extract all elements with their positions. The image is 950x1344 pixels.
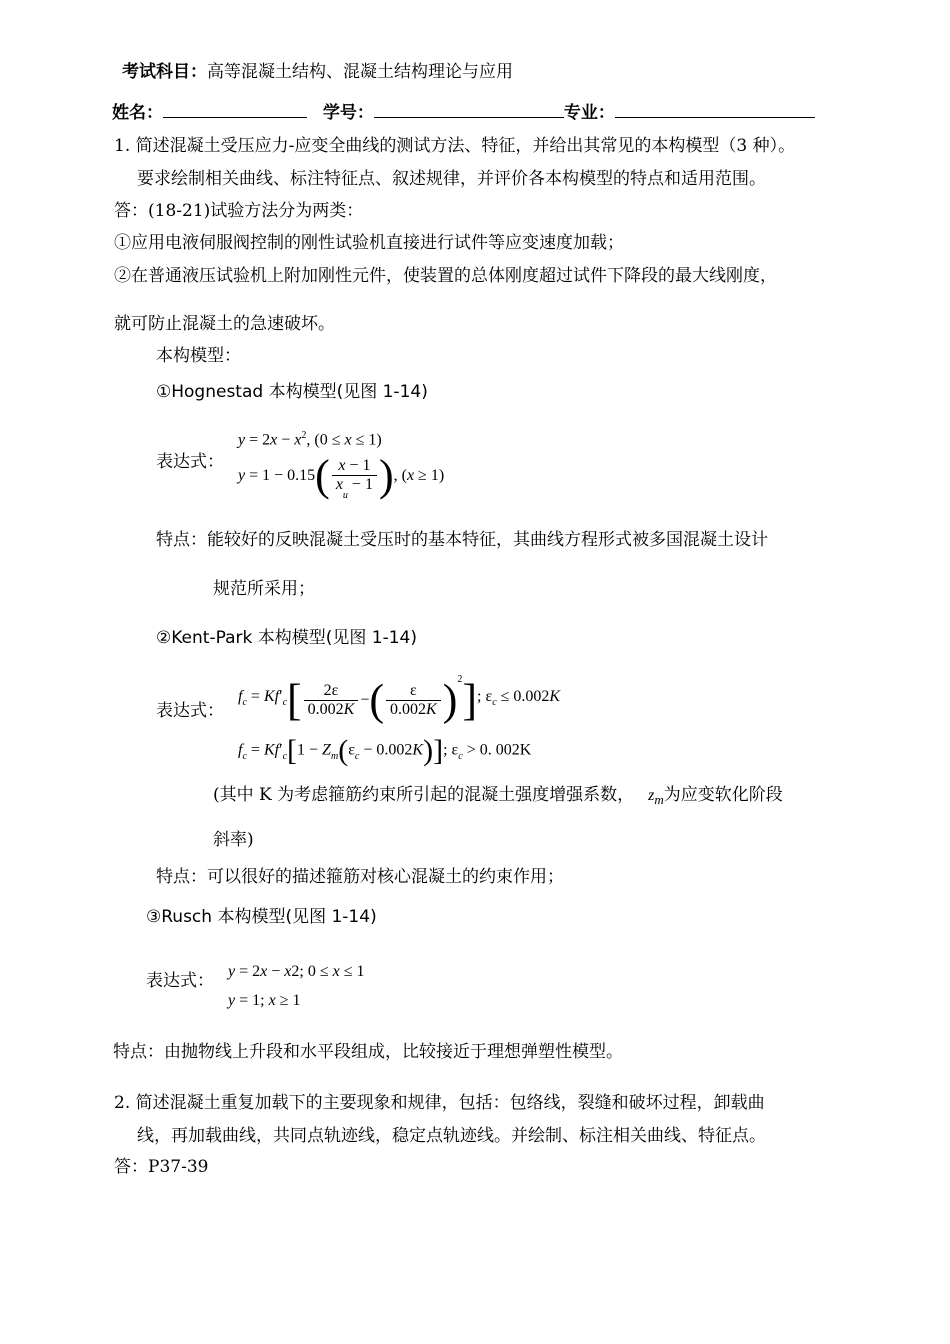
student-info-row [112,99,815,123]
model1-eq2: y = 1 − 0.15( $\frac{x - 1}{x_u - 1}$ ), (x ≥ 1) [238,451,445,501]
model3-title: ③Rusch 本构模型(见图 1-14) [146,907,377,927]
exam-subject [122,62,513,82]
student-id-label: 学号： [322,103,374,123]
q1-method1: ①应用电液伺服阀控制的刚性试验机直接进行试件等应变速度加载； [114,233,624,253]
q1-answer-intro: 答：(18-21)试验方法分为两类： [114,201,364,221]
model3-expr-label: 表达式： [146,971,214,991]
subject-value: 高等混凝土结构、混凝土结构理论与应用 [207,62,513,82]
q2-line2: 线，再加载曲线，共同点轨迹线，稳定点轨迹线。并绘制、标注相关曲线、特征点。 [137,1126,766,1146]
model1-feature-b: 规范所采用； [213,579,315,599]
q1-method2-a: ②在普通液压试验机上附加刚性元件，使装置的总体刚度超过试件下降段的最大线刚度， [114,266,777,286]
model2-note-a: (其中 K 为考虑箍筋约束所引起的混凝土强度增强系数， $z_m$为应变软化阶段 [213,785,783,808]
q1-line2: 要求绘制相关曲线、标注特征点、叙述规律，并评价各本构模型的特点和适用范围。 [137,169,766,189]
model1-expr-label: 表达式： [156,452,224,472]
name-label: 姓名： [112,103,163,123]
subject-label: 考试科目： [122,62,207,82]
model1-title: ①Hognestad 本构模型(见图 1-14) [156,382,428,402]
model1-feature-a: 特点：能较好的反映混凝土受压时的基本特征，其曲线方程形式被多国混凝土设计 [156,530,768,550]
student-id-field[interactable] [374,99,564,118]
q2-answer: 答：P37-39 [114,1157,209,1177]
model2-title: ②Kent-Park 本构模型(见图 1-14) [156,628,417,648]
name-field[interactable] [163,99,307,118]
major-field[interactable] [615,99,815,118]
model2-expr-label: 表达式： [156,701,224,721]
model2-eq1: $f_c = Kf'_c$[ $\frac{2\varepsilon}{0.002K}$ −( $\frac{\varepsilon}{0.002K}$ )$^2$]; $\varepsilon_c \le 0.002K$ [238,674,561,725]
model2-note-a-text: (其中 K 为考虑箍筋约束所引起的混凝土强度增强系数， [213,785,635,805]
model2-feature: 特点：可以很好的描述箍筋对核心混凝土的约束作用； [156,867,564,887]
q1-line1: 1. 简述混凝土受压应力-应变全曲线的测试方法、特征，并给出其常见的本构模型（3 种）。 [114,136,796,156]
major-label: 专业： [563,103,615,123]
model3-eq1: y = 2x − x2; 0 ≤ x ≤ 1 [228,963,365,980]
model3-feature: 特点：由抛物线上升段和水平段组成，比较接近于理想弹塑性模型。 [113,1042,623,1062]
q2-line1: 2. 简述混凝土重复加载下的主要现象和规律，包括：包络线，裂缝和破坏过程，卸载曲 [114,1093,765,1113]
models-label: 本构模型： [156,346,241,366]
q1-method2-b: 就可防止混凝土的急速破坏。 [114,314,335,334]
model1-eq1: $y = 2x - x^2$, (0 ≤ x ≤ 1) [238,430,382,449]
model3-eq2: y = 1; x ≥ 1 [228,992,301,1009]
model2-note-b: 斜率) [213,830,254,850]
model2-note-a2-text: 为应变软化阶段 [663,785,783,805]
model2-eq2: $f_c = Kf'_c[1 - Z_m(\varepsilon_c - 0.002K)]$; $\varepsilon_c > 0$. 002K [238,734,532,767]
